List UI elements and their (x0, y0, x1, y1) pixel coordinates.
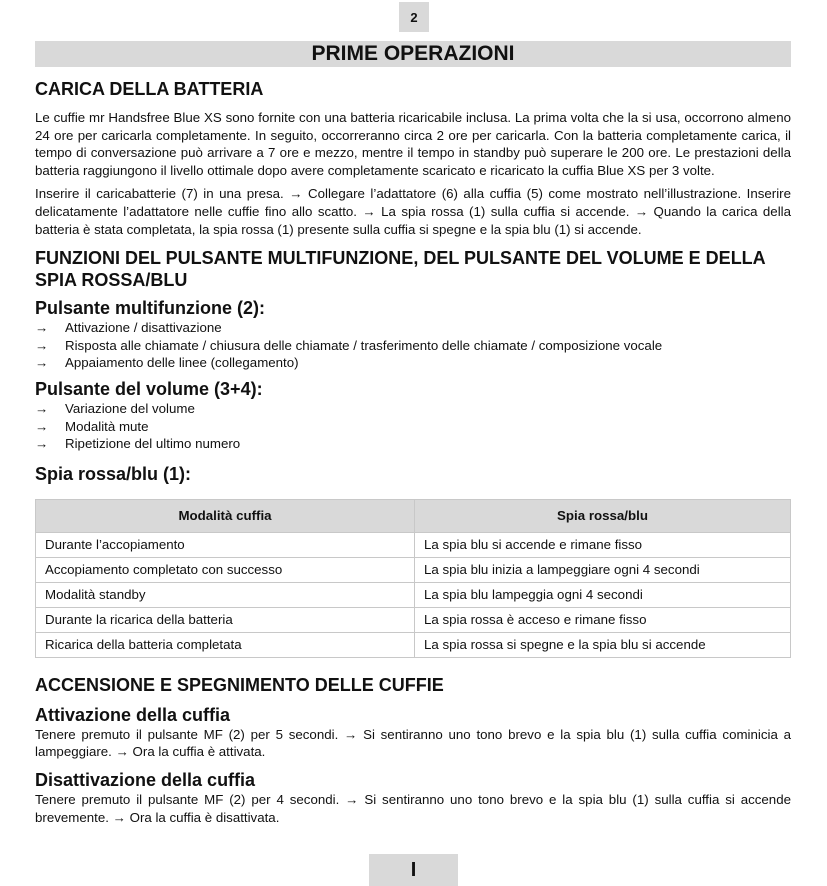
arrow-icon: → (35, 337, 49, 353)
subheading-power-off: Disattivazione della cuffia (35, 769, 256, 790)
arrow-icon: → (35, 436, 49, 452)
table-cell: Accopiamento completato con successo (36, 557, 415, 582)
section-heading-power: ACCENSIONE E SPEGNIMENTO DELLE CUFFIE (35, 674, 444, 695)
subheading-power-on: Attivazione della cuffia (35, 704, 231, 725)
table-cell: La spia rossa è acceso e rimane fisso (415, 607, 791, 632)
table-cell: Durante l’accopiamento (36, 532, 415, 557)
column-header: Spia rossa/blu (415, 499, 791, 532)
section-heading-functions: FUNZIONI DEL PULSANTE MULTIFUNZIONE, DEL PULSANTE DEL VOLUME E DELLA SPIA ROSSA/BLU (35, 248, 766, 291)
table-row (36, 557, 791, 582)
table-cell: La spia blu si accende e rimane fisso (415, 532, 791, 557)
table-cell: Ricarica della batteria completata (36, 632, 415, 657)
subheading-multifunction: Pulsante multifunzione (2): (35, 298, 266, 319)
list-item: → Modalità mute (35, 418, 149, 434)
arrow-icon: → (35, 400, 49, 416)
table-cell: Modalità standby (36, 582, 415, 607)
table-cell: Durante la ricarica della batteria (36, 607, 415, 632)
table-cell: La spia blu lampeggia ogni 4 secondi (415, 582, 791, 607)
language-tab: I (369, 854, 458, 886)
table-cell: La spia rossa si spegne e la spia blu si accende (415, 632, 791, 657)
table-row (36, 632, 791, 657)
list-item: → Attivazione / disattivazione (35, 320, 222, 336)
list-item: → Ripetizione del ultimo numero (35, 436, 241, 452)
page-number: 2 (399, 2, 429, 32)
list-item: → Risposta alle chiamate / chiusura delle chiamate / trasferimento delle chiamate / composizione vocale (35, 337, 663, 353)
page-title: PRIME OPERAZIONI (35, 41, 791, 67)
arrow-icon: → (35, 355, 49, 371)
volume-list (35, 400, 791, 453)
arrow-icon: → (35, 320, 49, 336)
table-cell: La spia blu inizia a lampeggiare ogni 4 secondi (415, 557, 791, 582)
table-row (36, 607, 791, 632)
paragraph: Le cuffie mr Handsfree Blue XS sono fornite con una batteria ricaricabile inclusa. La prima volta che la si usa, occorrono almeno 24 ore per caricarla completamente. In seguito, occorreranno circa 2 ore per caricarla. Con la batteria completamente carica, il tempo di conversazione può arrivare a 7 ore e mezzo, mentre il tempo in standby può superare le 200 ore. Le prestazioni della batteria raggiungono il livello ottimale dopo avere completamente scaricato e ricaricato la cuffia Blue XS per 3 volte. (35, 110, 791, 178)
paragraph: Tenere premuto il pulsante MF (2) per 4 secondi. → Si sentiranno uno tono brevo e la spia blu (1) sulla cuffia si accende brevemente. → Ora la cuffia è disattivata. (35, 791, 791, 825)
table-row (36, 582, 791, 607)
multifunction-list (35, 319, 791, 372)
subheading-volume: Pulsante del volume (3+4): (35, 378, 263, 399)
led-status-table (35, 499, 791, 658)
paragraph: Tenere premuto il pulsante MF (2) per 5 secondi. → Si sentiranno uno tono brevo e la spia blu (1) sulla cuffia cominicia a lampeggiare. → Ora la cuffia è attivata. (35, 726, 791, 760)
paragraph: Inserire il caricabatterie (7) in una presa. → Collegare l’adattatore (6) alla cuffia (5) come mostrato nell’illustrazione. Inserire delicatamente l’adattatore nelle cuffie fino allo scatto. → La spia rossa (1) sulla cuffia si accende. → Quando la carica della batteria è stata completata, la spia rossa (1) presente sulla cuffia si spegne e la spia blu (1) si accende. (35, 186, 791, 237)
section-heading-charging: CARICA DELLA BATTERIA (35, 79, 264, 99)
subheading-led: Spia rossa/blu (1): (35, 463, 192, 484)
document-body (35, 78, 791, 826)
list-item: → Variazione del volume (35, 400, 195, 416)
column-header: Modalità cuffia (36, 499, 415, 532)
table-row (36, 532, 791, 557)
list-item: → Appaiamento delle linee (collegamento) (35, 355, 299, 371)
arrow-icon: → (35, 418, 49, 434)
